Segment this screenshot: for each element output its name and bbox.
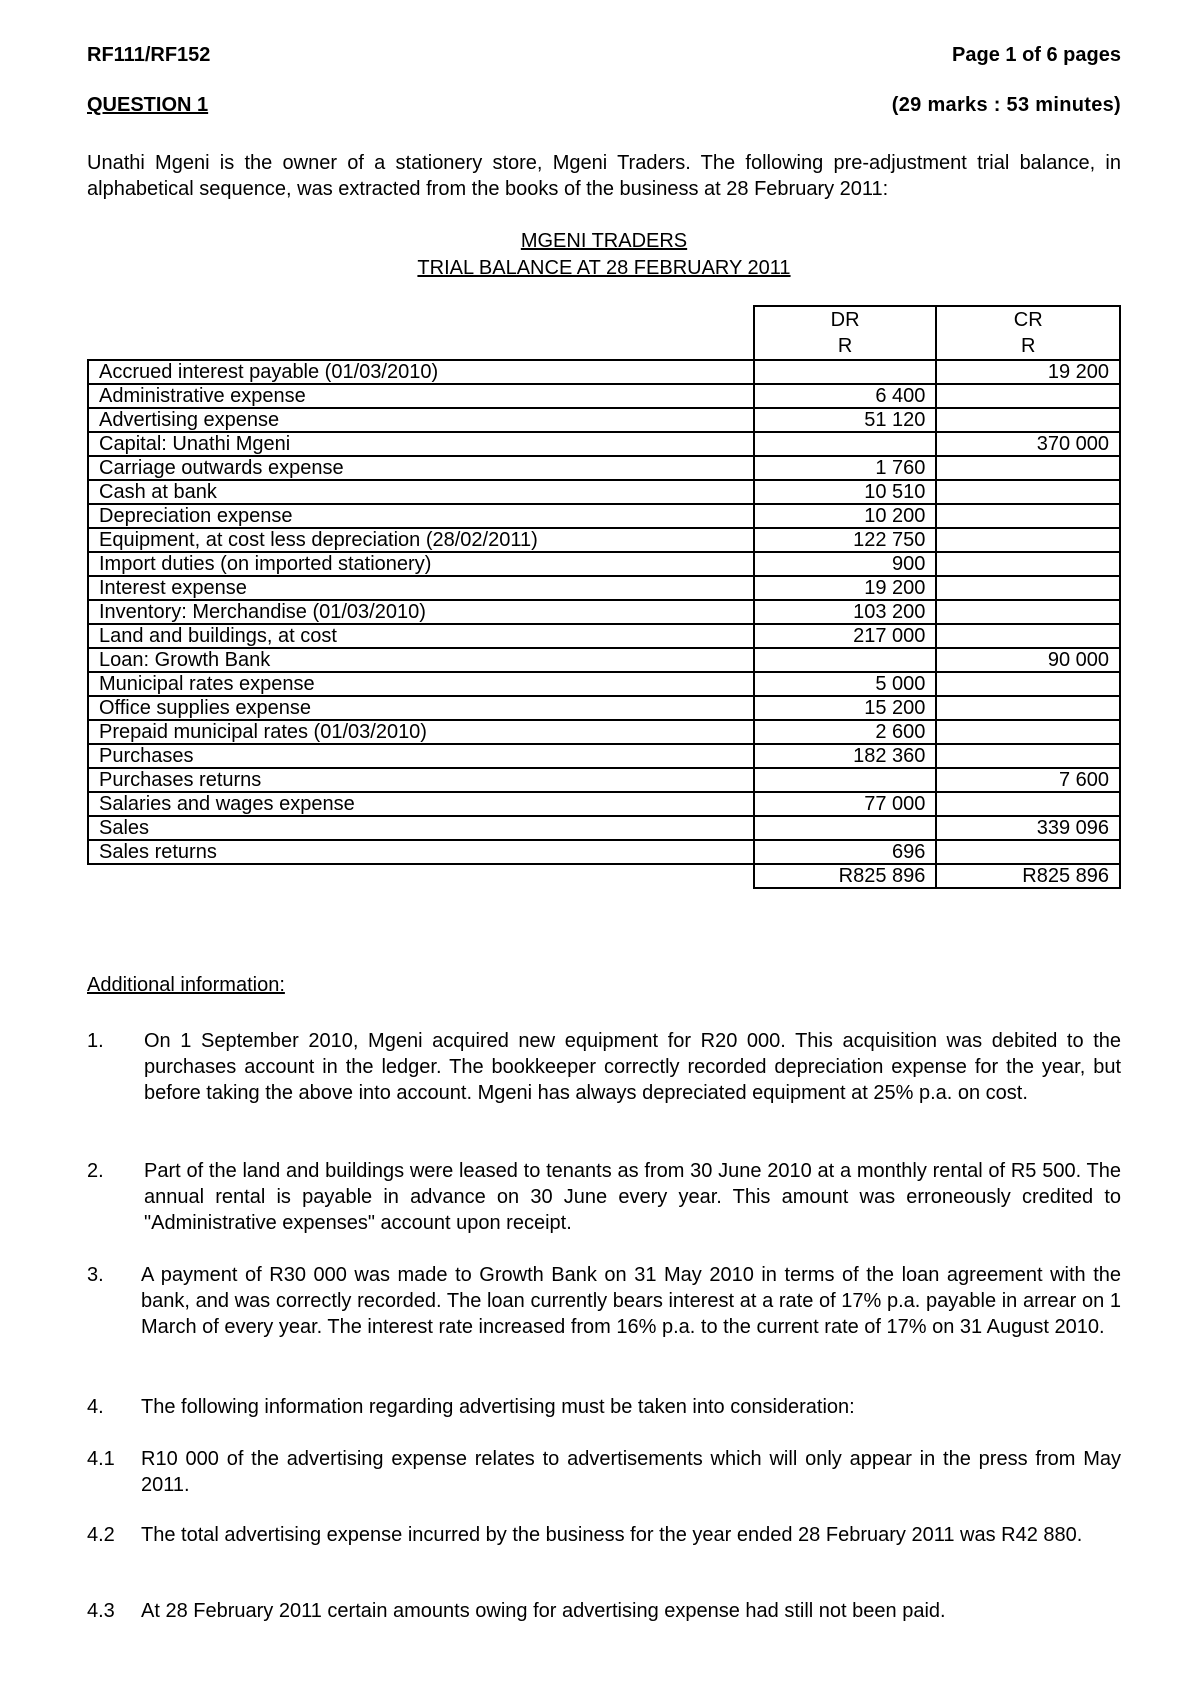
course-code: RF111/RF152 (87, 44, 211, 66)
list-item (87, 1158, 1121, 1236)
dr-amount: 77 000 (754, 792, 937, 816)
dr-amount: 1 760 (754, 456, 937, 480)
cr-amount (936, 624, 1120, 648)
statement-title (87, 228, 1121, 282)
cr-amount (936, 696, 1120, 720)
statement-business-name: MGENI TRADERS (520, 230, 688, 252)
dr-amount: 19 200 (754, 576, 937, 600)
dr-amount (754, 360, 937, 384)
cr-amount (936, 528, 1120, 552)
table-row (88, 576, 1120, 600)
item-text: At 28 February 2011 certain amounts owing for advertising expense had still not been paid. (141, 1600, 946, 1622)
account-name: Administrative expense (88, 384, 754, 408)
list-item (87, 1028, 1121, 1132)
account-name: Import duties (on imported stationery) (88, 552, 754, 576)
question-marks: (29 marks : 53 minutes) (891, 94, 1121, 116)
cr-amount: 370 000 (936, 432, 1120, 456)
table-row (88, 384, 1120, 408)
table-row (88, 792, 1120, 816)
list-item (87, 1446, 1121, 1498)
intro-paragraph: Unathi Mgeni is the owner of a stationery store, Mgeni Traders. The following pre-adjustment trial balance, in alphabetical sequence, was extracted from the books of the business at 28 February 2011: (87, 152, 1121, 200)
account-name: Salaries and wages expense (88, 792, 754, 816)
table-row (88, 624, 1120, 648)
cr-amount (936, 552, 1120, 576)
table-header-row (88, 306, 1120, 360)
dr-amount: 5 000 (754, 672, 937, 696)
cr-amount (936, 576, 1120, 600)
list-item (87, 1394, 1121, 1420)
table-row (88, 552, 1120, 576)
dr-amount: 217 000 (754, 624, 937, 648)
table-row (88, 816, 1120, 840)
account-name: Purchases (88, 744, 754, 768)
cr-amount (936, 504, 1120, 528)
table-row (88, 600, 1120, 624)
dr-amount: 15 200 (754, 696, 937, 720)
cr-amount (936, 792, 1120, 816)
trial-balance-table (87, 305, 1121, 889)
item-number: 4.3 (87, 1600, 115, 1622)
dr-amount: 10 510 (754, 480, 937, 504)
account-name: Accrued interest payable (01/03/2010) (88, 360, 754, 384)
account-name: Interest expense (88, 576, 754, 600)
list-item (87, 1262, 1121, 1366)
dr-amount (754, 816, 937, 840)
item-number: 4. (87, 1396, 104, 1418)
account-name: Prepaid municipal rates (01/03/2010) (88, 720, 754, 744)
page-number: Page 1 of 6 pages (952, 44, 1121, 66)
dr-amount (754, 768, 937, 792)
dr-amount: 6 400 (754, 384, 937, 408)
cr-amount (936, 720, 1120, 744)
table-row (88, 408, 1120, 432)
table-row (88, 840, 1120, 864)
table-row (88, 504, 1120, 528)
item-text: R10 000 of the advertising expense relates to advertisements which will only appear in the press from May 2011. (141, 1448, 1121, 1496)
item-number: 2. (87, 1160, 104, 1182)
cr-column-header: CR R (936, 306, 1120, 360)
table-row (88, 720, 1120, 744)
cr-amount: 339 096 (936, 816, 1120, 840)
item-number: 1. (87, 1030, 104, 1052)
account-name: Purchases returns (88, 768, 754, 792)
dr-amount (754, 648, 937, 672)
cr-amount (936, 480, 1120, 504)
item-text: A payment of R30 000 was made to Growth Bank on 31 May 2010 in terms of the loan agreement with the bank, and was correctly recorded. The loan currently bears interest at a rate of 17% p.a. payable in arrear on 1 March of every year. The interest rate increased from 16% p.a. to the current rate of 17% on 31 August 2010. (141, 1264, 1121, 1338)
account-name: Office supplies expense (88, 696, 754, 720)
item-number: 4.2 (87, 1524, 115, 1546)
question-title: QUESTION 1 (87, 94, 209, 116)
table-row (88, 480, 1120, 504)
cr-amount (936, 456, 1120, 480)
item-text: On 1 September 2010, Mgeni acquired new equipment for R20 000. This acquisition was debited to the purchases account in the ledger. The bookkeeper correctly recorded depreciation expense for the year, but before taking the above into account. Mgeni has always depreciated equipment at 25% p.a. on cost. (144, 1030, 1121, 1104)
statement-subtitle: TRIAL BALANCE AT 28 FEBRUARY 2011 (417, 257, 791, 279)
dr-amount: 182 360 (754, 744, 937, 768)
table-row (88, 432, 1120, 456)
table-row (88, 744, 1120, 768)
item-number: 3. (87, 1264, 104, 1286)
account-name: Sales returns (88, 840, 754, 864)
table-row (88, 672, 1120, 696)
table-row (88, 768, 1120, 792)
account-name: Inventory: Merchandise (01/03/2010) (88, 600, 754, 624)
list-item (87, 1598, 1121, 1624)
account-name: Sales (88, 816, 754, 840)
cr-amount: 19 200 (936, 360, 1120, 384)
dr-amount: 51 120 (754, 408, 937, 432)
cr-amount: 90 000 (936, 648, 1120, 672)
table-row (88, 528, 1120, 552)
cr-amount (936, 600, 1120, 624)
table-row (88, 360, 1120, 384)
list-item (87, 1522, 1121, 1574)
table-row (88, 456, 1120, 480)
dr-column-header: DR R (754, 306, 937, 360)
dr-amount: 103 200 (754, 600, 937, 624)
cr-amount: 7 600 (936, 768, 1120, 792)
dr-amount: 2 600 (754, 720, 937, 744)
cr-amount (936, 672, 1120, 696)
dr-amount: 900 (754, 552, 937, 576)
item-text: Part of the land and buildings were leased to tenants as from 30 June 2010 at a monthly rental of R5 500. The annual rental is payable in advance on 30 June every year. This amount was erroneously credited to "Administrative expenses" account upon receipt. (144, 1160, 1121, 1234)
account-name: Capital: Unathi Mgeni (88, 432, 754, 456)
item-text: The following information regarding advertising must be taken into consideration: (141, 1396, 855, 1418)
item-number: 4.1 (87, 1448, 115, 1470)
account-name: Land and buildings, at cost (88, 624, 754, 648)
cr-amount (936, 408, 1120, 432)
account-name: Depreciation expense (88, 504, 754, 528)
account-name: Cash at bank (88, 480, 754, 504)
account-name: Loan: Growth Bank (88, 648, 754, 672)
cr-amount (936, 840, 1120, 864)
table-row (88, 648, 1120, 672)
account-name: Equipment, at cost less depreciation (28/02/2011) (88, 528, 754, 552)
account-name: Advertising expense (88, 408, 754, 432)
dr-amount: 696 (754, 840, 937, 864)
total-cr: R825 896 (936, 864, 1120, 888)
additional-info-heading: Additional information: (87, 974, 285, 996)
dr-amount: 10 200 (754, 504, 937, 528)
cr-amount (936, 744, 1120, 768)
item-text: The total advertising expense incurred by the business for the year ended 28 February 2011 was R42 880. (141, 1524, 1083, 1546)
account-name: Carriage outwards expense (88, 456, 754, 480)
totals-row (88, 864, 1120, 888)
cr-amount (936, 384, 1120, 408)
total-dr: R825 896 (754, 864, 937, 888)
account-name: Municipal rates expense (88, 672, 754, 696)
dr-amount: 122 750 (754, 528, 937, 552)
table-row (88, 696, 1120, 720)
dr-amount (754, 432, 937, 456)
